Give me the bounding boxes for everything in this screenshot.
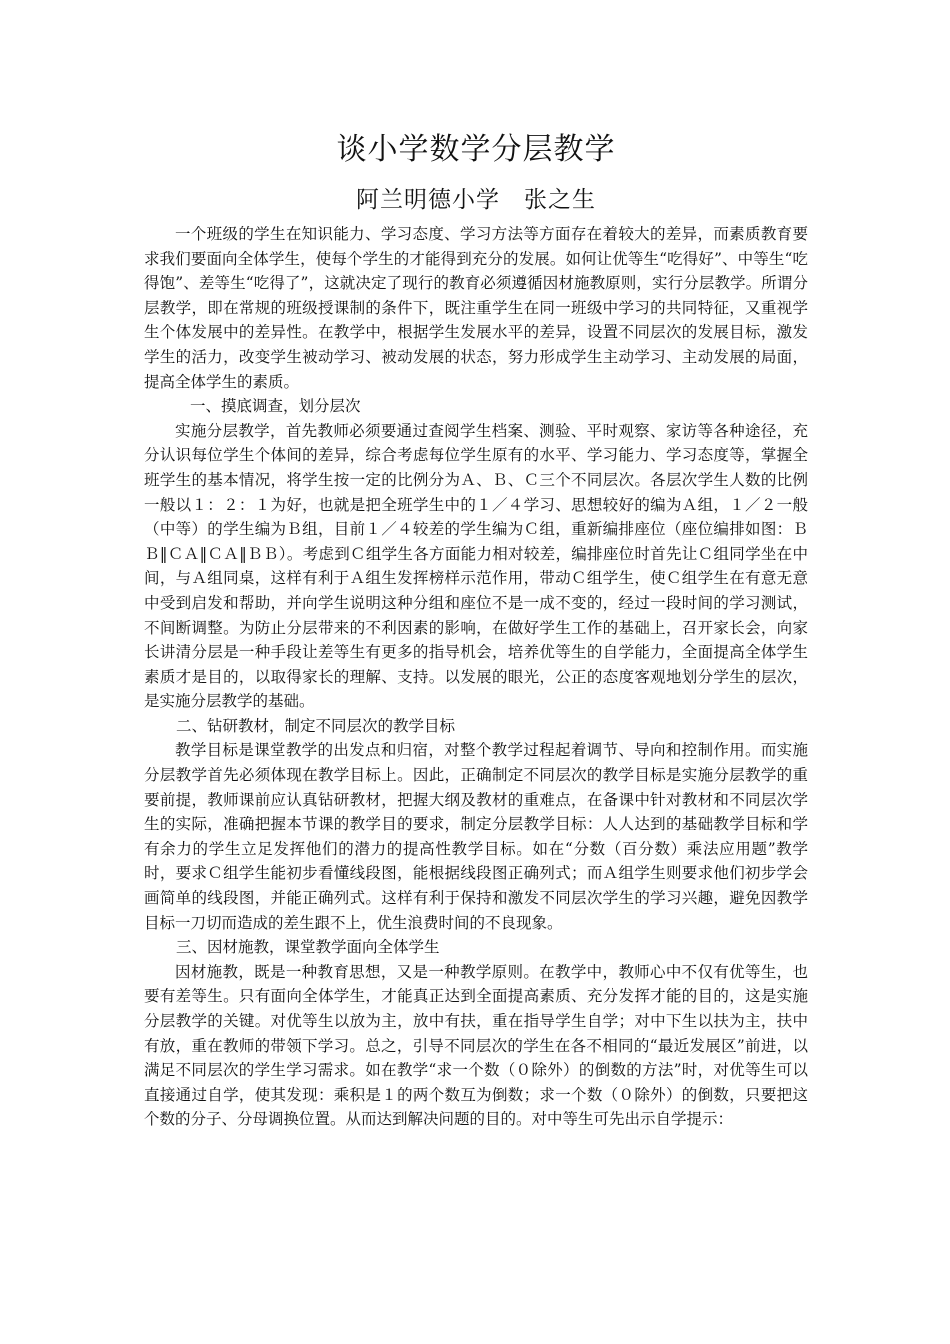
- section-2-paragraph: 教学目标是课堂教学的出发点和归宿，对整个教学过程起着调节、导向和控制作用。而实施分层教学首先必须体现在教学目标上。因此，正确制定不同层次的教学目标是实施分层教学的重要前提，教师课前应认真钻研教材，把握大纲及教材的重难点，在备课中针对教材和不同层次学生的实际，准确把握本节课的教学目的要求，制定分层教学目标：人人达到的基础教学目标和学有余力的学生立足发挥他们的潜力的提高性教学目标。如在“分数（百分数）乘法应用题”教学时，要求Ｃ组学生能初步看懂线段图，能根据线段图正确列式；而Ａ组学生则要求他们初步学会画简单的线段图，并能正确列式。这样有利于保持和激发不同层次学生的学习兴趣，避免因教学目标一刀切而造成的差生跟不上，优生浪费时间的不良现象。: [144, 741, 808, 932]
- author-line: 阿兰明德小学 张之生: [356, 187, 596, 213]
- document-title: 谈小学数学分层教学: [336, 132, 616, 167]
- section-3-paragraph: 因材施教，既是一种教育思想，又是一种教学原则。在教学中，教师心中不仅有优等生，也要有差等生。只有面向全体学生，才能真正达到全面提高素质、充分发挥才能的目的，这是实施分层教学的关键。对优等生以放为主，放中有扶，重在指导学生自学；对中下生以扶为主，扶中有放，重在教师的带领下学习。总之，引导不同层次的学生在各不相同的“最近发展区”前进，以满足不同层次的学生学习需求。如在教学“求一个数（０除外）的倒数的方法”时，对优等生可以直接通过自学，使其发现：乘积是１的两个数互为倒数；求一个数（０除外）的倒数，只要把这个数的分子、分母调换位置。从而达到解决问题的目的。对中等生可先出示自学提示：: [144, 962, 808, 1129]
- section-heading-1: 一、摸底调查，划分层次: [190, 397, 361, 416]
- section-heading-3: 三、因材施教，课堂教学面向全体学生: [176, 938, 440, 957]
- section-heading-2: 二、钻研教材，制定不同层次的教学目标: [176, 716, 456, 735]
- intro-paragraph: 一个班级的学生在知识能力、学习态度、学习方法等方面存在着较大的差异，而素质教育要求我们要面向全体学生，使每个学生的才能得到充分的发展。如何让优等生“吃得好”、中等生“吃得饱”、差等生“吃得了”，这就决定了现行的教育必须遵循因材施教原则，实行分层教学。所谓分层教学，即在常规的班级授课制的条件下，既注重学生在同一班级中学习的共同特征，又重视学生个体发展中的差异性。在教学中，根据学生发展水平的差异，设置不同层次的发展目标，激发学生的活力，改变学生被动学习、被动发展的状态，努力形成学生主动学习、主动发展的局面，提高全体学生的素质。: [144, 225, 808, 391]
- section-1-paragraph: 实施分层教学，首先教师必须要通过查阅学生档案、测验、平时观察、家访等各种途径，充分认识每位学生个体间的差异，综合考虑每位学生原有的水平、学习能力、学习态度等，掌握全班学生的基本情况，将学生按一定的比例分为Ａ、Ｂ、Ｃ三个不同层次。各层次学生人数的比例一般以１：２：１为好，也就是把全班学生中的１／４学习、思想较好的编为Ａ组，１／２一般（中等）的学生编为Ｂ组，目前１／４较差的学生编为Ｃ组，重新编排座位（座位编排如图：ＢＢ‖ＣＡ‖ＣＡ‖ＢＢ）。考虑到Ｃ组学生各方面能力相对较差，编排座位时首先让Ｃ组同学坐在中间，与Ａ组同桌，这样有利于Ａ组生发挥榜样示范作用，带动Ｃ组学生，使Ｃ组学生在有意无意中受到启发和帮助，并向学生说明这种分组和座位不是一成不变的，经过一段时间的学习测试，不间断调整。为防止分层带来的不利因素的影响，在做好学生工作的基础上，召开家长会，向家长讲清分层是一种手段让差等生有更多的指导机会，培养优等生的自学能力，全面提高全体学生素质才是目的，以取得家长的理解、支持。以发展的眼光，公正的态度客观地划分学生的层次，是实施分层教学的基础。: [144, 421, 808, 711]
- document-page: [144, 128, 808, 1132]
